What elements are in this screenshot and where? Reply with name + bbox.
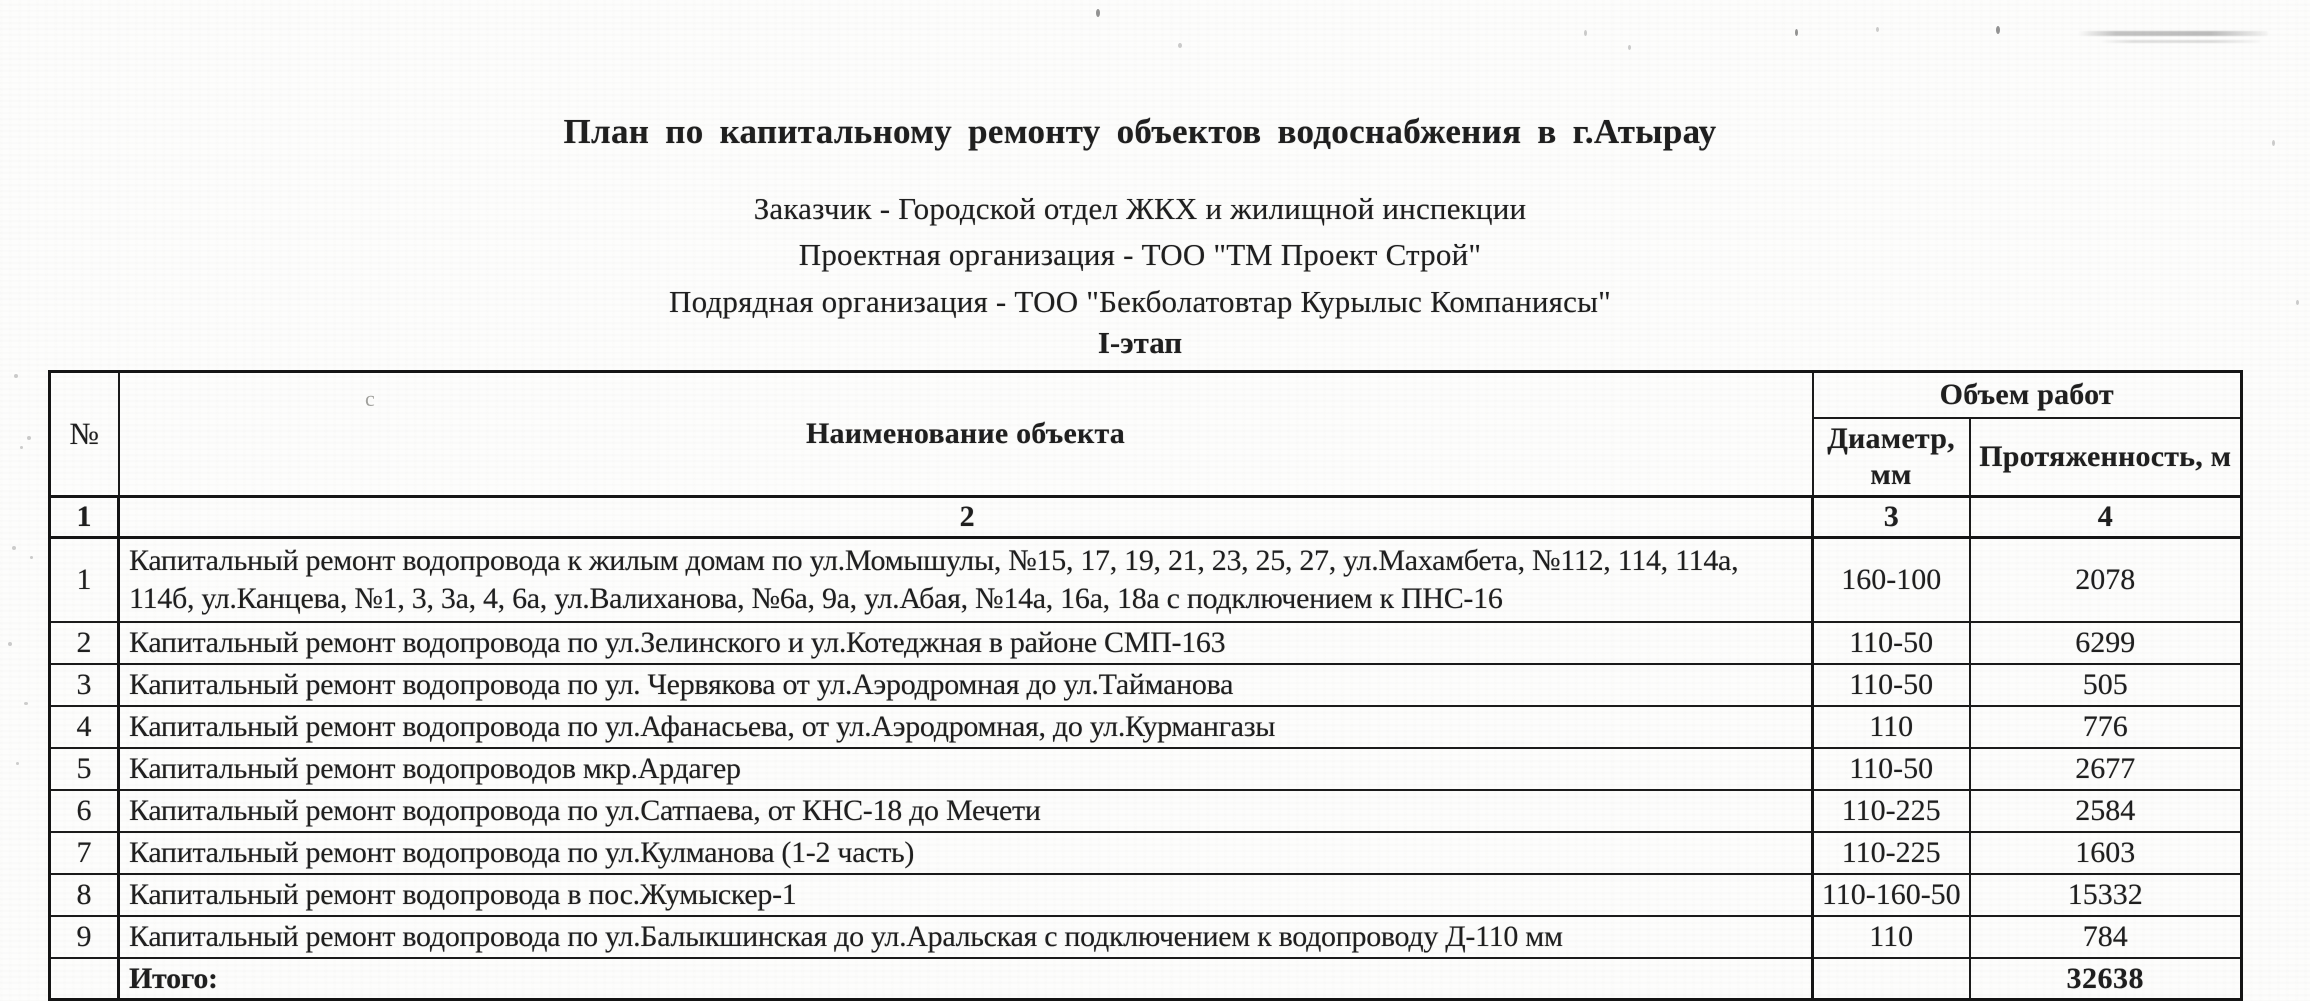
diameter-cell: 110 xyxy=(1813,916,1970,958)
table-row xyxy=(50,832,2242,874)
table-body xyxy=(50,538,2242,1000)
column-number-2: 2 xyxy=(119,497,1813,538)
total-length-cell: 32638 xyxy=(1970,958,2242,1000)
table-row xyxy=(50,706,2242,748)
row-number-cell: 5 xyxy=(50,748,119,790)
length-cell: 776 xyxy=(1970,706,2242,748)
scan-smudge xyxy=(2100,40,2260,43)
table-header xyxy=(50,372,2242,538)
column-header-length: Протяженность, м xyxy=(1970,418,2242,497)
scan-speck xyxy=(1795,29,1798,36)
table-row xyxy=(50,874,2242,916)
row-number-cell: 4 xyxy=(50,706,119,748)
length-cell: 1603 xyxy=(1970,832,2242,874)
column-number-4: 4 xyxy=(1970,497,2242,538)
row-number-cell: 3 xyxy=(50,664,119,706)
scan-speck xyxy=(24,702,28,705)
scan-speck xyxy=(16,762,19,765)
object-name-cell: Капитальный ремонт водопровода по ул.Кулманова (1-2 часть) xyxy=(119,832,1813,874)
row-number-cell: 7 xyxy=(50,832,119,874)
row-number-cell: 6 xyxy=(50,790,119,832)
repair-plan-table xyxy=(48,370,2243,1001)
object-name-cell: Капитальный ремонт водопровода по ул.Балыкшинская до ул.Аральская с подключением к водопроводу Д-110 мм xyxy=(119,916,1813,958)
column-number-1: 1 xyxy=(50,497,119,538)
row-number-cell: 1 xyxy=(50,538,119,623)
table-row xyxy=(50,538,2242,623)
scan-speck xyxy=(8,642,12,646)
design-organization-line: Проектная организация - ТОО "ТМ Проект Строй" xyxy=(798,237,1482,272)
length-cell: 6299 xyxy=(1970,622,2242,664)
row-number-cell: 9 xyxy=(50,916,119,958)
row-number-cell: 8 xyxy=(50,874,119,916)
table-row xyxy=(50,664,2242,706)
length-cell: 2078 xyxy=(1970,538,2242,623)
scan-speck xyxy=(1584,30,1587,36)
stage-heading: I-этап xyxy=(1097,325,1183,360)
object-name-cell: Капитальный ремонт водопровода по ул.Зелинского и ул.Котеджная в районе СМП-163 xyxy=(119,622,1813,664)
object-name-cell: Капитальный ремонт водопроводов мкр.Ардагер xyxy=(119,748,1813,790)
scan-speck xyxy=(1996,26,2000,34)
total-label-cell: Итого: xyxy=(119,958,1813,1000)
table-row xyxy=(50,622,2242,664)
column-header-work-volume: Объем работ xyxy=(1813,372,2242,419)
column-header-object-name: Наименование объекта xyxy=(119,372,1813,497)
length-cell: 2677 xyxy=(1970,748,2242,790)
column-header-number: № xyxy=(50,372,119,497)
table-row xyxy=(50,748,2242,790)
object-name-cell: Капитальный ремонт водопровода по ул.Сатпаева, от КНС-18 до Мечети xyxy=(119,790,1813,832)
diameter-cell: 110-225 xyxy=(1813,790,1970,832)
diameter-cell: 110 xyxy=(1813,706,1970,748)
object-name-cell: Капитальный ремонт водопровода в пос.Жумыскер-1 xyxy=(119,874,1813,916)
column-header-diameter: Диаметр, мм xyxy=(1813,418,1970,497)
scan-speck xyxy=(27,436,31,440)
object-name-cell: Капитальный ремонт водопровода по ул.Афанасьева, от ул.Аэродромная, до ул.Курмангазы xyxy=(119,706,1813,748)
length-cell: 505 xyxy=(1970,664,2242,706)
scan-smudge xyxy=(2078,31,2268,36)
document-title: План по капитальному ремонту объектов водоснабжения в г.Атырау xyxy=(563,112,1717,151)
scan-speck xyxy=(1876,27,1879,32)
scan-speck xyxy=(30,556,33,559)
scan-speck xyxy=(12,546,16,550)
length-cell: 15332 xyxy=(1970,874,2242,916)
total-diameter-cell xyxy=(1813,958,1970,1000)
diameter-cell: 110-50 xyxy=(1813,748,1970,790)
column-number-3: 3 xyxy=(1813,497,1970,538)
table-row xyxy=(50,790,2242,832)
diameter-cell: 110-50 xyxy=(1813,622,1970,664)
diameter-cell: 160-100 xyxy=(1813,538,1970,623)
scan-speck xyxy=(2296,300,2299,305)
length-cell: 2584 xyxy=(1970,790,2242,832)
contractor-organization-line: Подрядная организация - ТОО "Бекболатовтар Курылыс Компаниясы" xyxy=(669,284,1611,319)
customer-line: Заказчик - Городской отдел ЖКХ и жилищной инспекции xyxy=(753,191,1527,226)
diameter-cell: 110-225 xyxy=(1813,832,1970,874)
scan-mark: c xyxy=(365,386,375,411)
object-name-cell: Капитальный ремонт водопровода по ул. Червякова от ул.Аэродромная до ул.Тайманова xyxy=(119,664,1813,706)
total-number-cell xyxy=(50,958,119,1000)
scan-speck xyxy=(1178,43,1182,48)
length-cell: 784 xyxy=(1970,916,2242,958)
total-row xyxy=(50,958,2242,1000)
object-name-cell: Капитальный ремонт водопровода к жилым домам по ул.Момышулы, №15, 17, 19, 21, 23, 25, 27, ул.Махамбета, №112, 114, 114а, 114б, ул.Канцева, №1, 3, 3а, 4, 6а, ул.Валиханова, №6а, 9а, ул.Абая, №14а, 16а, 18а с подключением к ПНС-16 xyxy=(119,538,1813,623)
diameter-cell: 110-50 xyxy=(1813,664,1970,706)
diameter-cell: 110-160-50 xyxy=(1813,874,1970,916)
scan-speck xyxy=(20,446,23,449)
table-row xyxy=(50,916,2242,958)
scan-speck xyxy=(1628,45,1631,50)
column-number-row xyxy=(50,497,2242,538)
scan-speck xyxy=(14,374,18,378)
row-number-cell: 2 xyxy=(50,622,119,664)
scan-speck xyxy=(1096,9,1100,17)
